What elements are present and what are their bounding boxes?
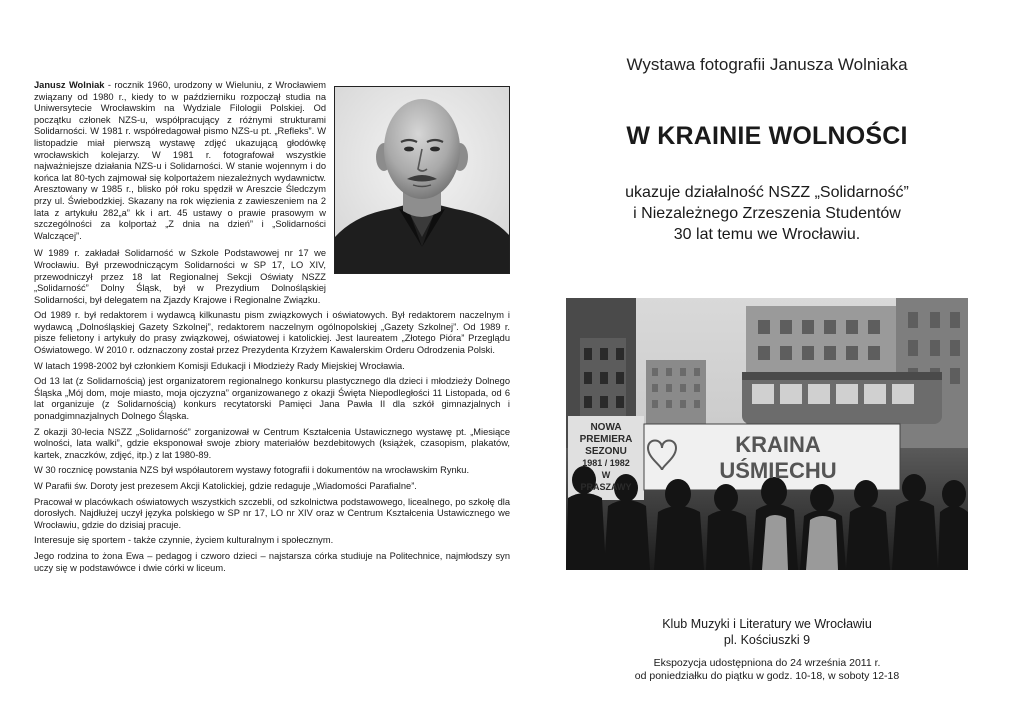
portrait-image bbox=[335, 87, 509, 273]
exhibition-dates bbox=[562, 657, 972, 683]
premiere-sign-line: PREMIERA bbox=[579, 434, 633, 445]
premiere-sign-line: PRASZAWY bbox=[580, 482, 632, 492]
exhibition-header: Wystawa fotografii Janusza Wolniaka bbox=[626, 55, 908, 74]
bio-paragraph: W 30 rocznicę powstania NZS był współautorem wystawy fotografii i dokumentów na wrocławskim Rynku. bbox=[34, 465, 470, 476]
bio-paragraph: W latach 1998-2002 był członkiem Komisji Edukacji i Młodzieży Rady Miejskiej Wrocławia. bbox=[34, 360, 405, 371]
premiere-sign-line: 1981 / 1982 bbox=[582, 458, 630, 468]
dates-line: od poniedziałku do piątku w godz. 10-18, w soboty 12-18 bbox=[634, 670, 900, 682]
premiere-sign-line: NOWA bbox=[590, 422, 622, 433]
subtitle-line: ukazuje działalność NSZZ „Solidarność” bbox=[625, 184, 909, 201]
bio-paragraph: W Parafii św. Doroty jest prezesem Akcji Katolickiej, gdzie redaguje „Wiadomości Parafialne”. bbox=[34, 481, 417, 491]
bio-paragraph: W 1989 r. zakładał Solidarność w Szkole Podstawowej nr 17 we Wrocławiu. Był przewodniczącym Solidarności w SP 17, LO XIV, przewodniczył przez 18 lat Regionalnej Sekcji Oświaty NSZZ „Solidarność” Dolny Śląsk, był w Prezydium Dolnośląskiej Solidarności, był delegatem na Zjazdy Krajowe i Regionalne Związku. bbox=[34, 248, 326, 305]
exhibition-title: W KRAINIE WOLNOŚCI bbox=[626, 122, 908, 150]
bio-intro-block bbox=[34, 80, 510, 242]
premiere-sign-line: SEZONU bbox=[585, 446, 627, 457]
bio-paragraph: Od 1989 r. był redaktorem i wydawcą kilkunastu pism związkowych i oświatowych. Był redaktorem naczelnym i wydawcą „Dolnośląskiej Gazety Szkolnej”, redaktorem naczelnym ogólnopolskiej „Gazety Szkolnej”. Od 1989 r. pisze felietony i artykuły do prasy związkowej, oświatowej i katolickiej. Jest laureatem „Złotego Pióra” Przeglądu Oświatowego. W 2010 r. odznaczony został przez Prezydenta Krzyżem Kawalerskim Orderu Odrodzenia Polski. bbox=[34, 310, 510, 356]
subtitle-line: 30 lat temu we Wrocławiu. bbox=[673, 226, 861, 243]
bio-paragraph: Jego rodzina to żona Ewa – pedagog i czworo dzieci – najstarsza córka studiuje na Politechnice, najmłodszy syn uczy się w podstawówce i dwie córki w liceum. bbox=[34, 550, 510, 573]
author-name: Janusz Wolniak bbox=[34, 80, 105, 90]
exhibition-venue bbox=[562, 616, 972, 648]
subtitle-line: i Niezależnego Zrzeszenia Studentów bbox=[633, 205, 901, 222]
banner-line: KRAINA bbox=[735, 432, 821, 457]
dates-line: Ekspozycja udostępniona do 24 września 2011 r. bbox=[653, 657, 881, 669]
bio-intro bbox=[34, 80, 326, 242]
biography-column bbox=[34, 80, 510, 574]
venue-line: pl. Kościuszki 9 bbox=[723, 633, 811, 647]
premiere-sign-line: W bbox=[601, 470, 611, 480]
bio-intro-text: - rocznik 1960, urodzony w Wieluniu, z Wrocławiem związany od 1980 r., kiedy to w październiku rozpoczął studia na Uniwersytecie Wrocławskim na Wydziale Filologii Polskiej. Od początku członek NZS-u, współpracujący z różnymi strukturami Solidarności. W 1981 r. współredagował pismo NZS-u pt. „Refleks”. W listopadzie miał pierwszą wystawę zdjęć ukazującą głodówkę wrocławskich kolejarzy. W 1981 r. fotografował wszystkie najważniejsze działania NZS-u i Solidarności. W stanie wojennym i do końca lat 80-tych zajmował się kolportażem niezależnych wydawnictw. Aresztowany w 1985 r., blisko pół roku spędził w Areszcie Śledczym przy ul. Świebodzkiej. Skazany na rok więzienia z zawieszeniem na 2 lata z artykułu 282„a” kk i art. 45 ustawy o prawie prasowym w szczególności za kolportaż „Z dnia na dzień” i „Solidarności Walczącej”. bbox=[34, 80, 326, 241]
bio-paragraph: Od 13 lat (z Solidarnością) jest organizatorem regionalnego konkursu plastycznego dla dzieci i młodzieży Dolnego Śląska „Mój dom, moje miasto, moja ojczyzna” organizowanego z okazji Święta Niepodległości 11 Listopada, od 6 lat organizuje (z Solidarnością) konkurs recytatorski Pamięci Jana Pawła II dla szkół gimnazjalnych i ponadgimnazjalnych Dolnego Śląska. bbox=[34, 376, 510, 422]
banner-line: UŚMIECHU bbox=[719, 458, 837, 483]
author-portrait-photo bbox=[334, 86, 510, 274]
bio-paragraph: Z okazji 30-lecia NSZZ „Solidarność” zorganizował w Centrum Kształcenia Ustawicznego wystawę pt. „Miesiące wolności, lata walki”, gdzie eksponował swoje zbiory materiałów bezdebitowych (książek, czasopism, plakatów, kartek, znaczków, zdjęć, itp.) z lat 1980-89. bbox=[34, 426, 510, 460]
street-scene-photo bbox=[566, 298, 968, 570]
bio-paragraph: Pracował w placówkach oświatowych wszystkich szczebli, od szkolnictwa podstawowego, licealnego, po szkołę dla dorosłych. Najdłużej uczył języka polskiego w SP nr 17, LO nr XIV oraz w Centrum Kształcenia Ustawicznego we Wrocławiu, gdzie do dzisiaj pracuje. bbox=[34, 496, 510, 530]
exhibition-subtitle bbox=[562, 182, 972, 245]
street-scene-image bbox=[566, 298, 968, 570]
bio-paragraph: Interesuje się sportem - także czynnie, życiem kulturalnym i społecznym. bbox=[34, 535, 334, 546]
venue-line: Klub Muzyki i Literatury we Wrocławiu bbox=[662, 617, 872, 631]
